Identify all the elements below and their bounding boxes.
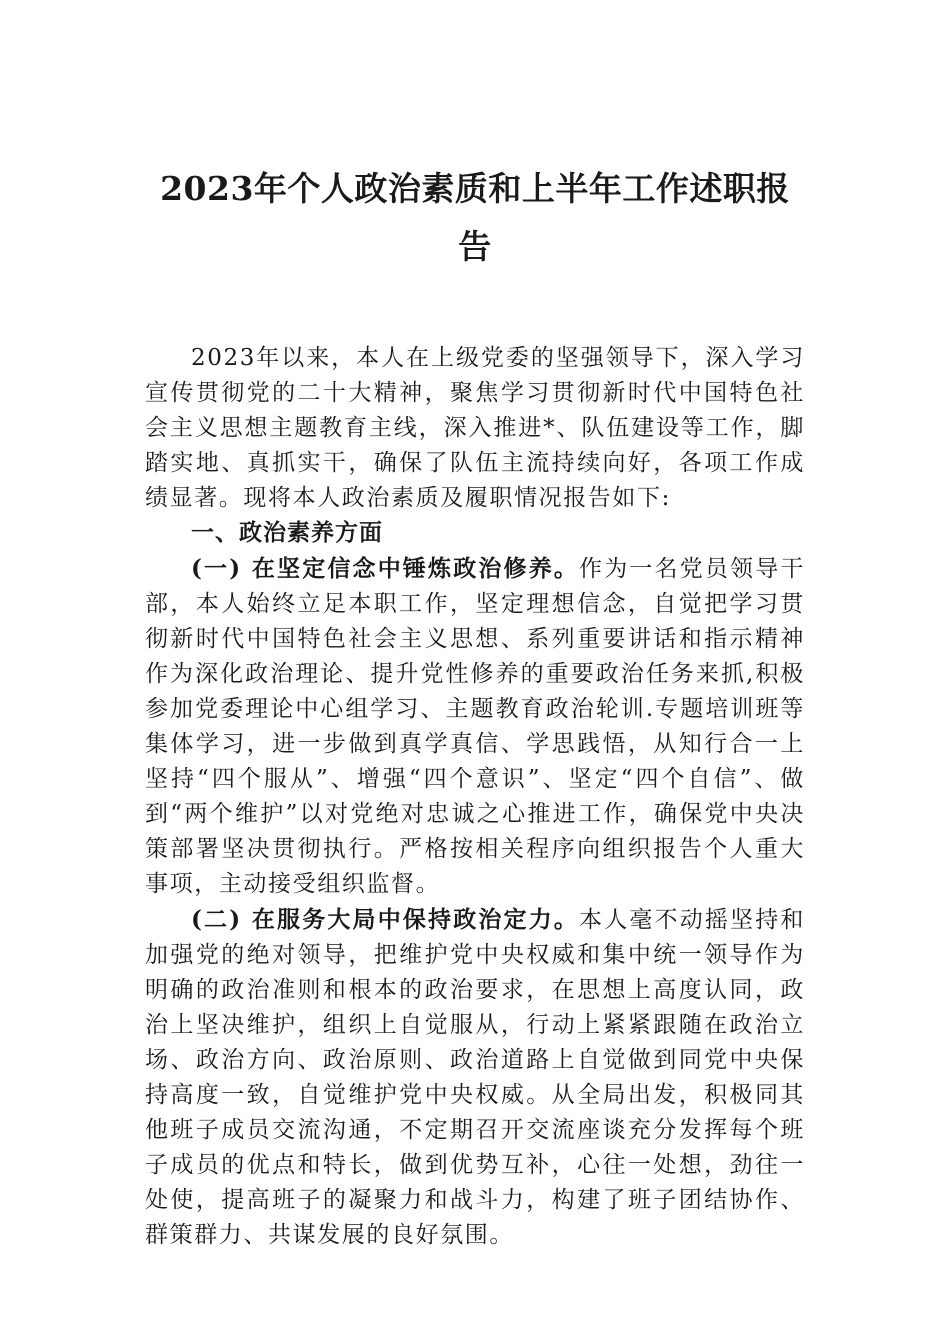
paragraph-heading-firm-belief: (一) 在坚定信念中锤炼政治修养。 <box>191 555 580 582</box>
paragraph-firm-belief <box>145 551 805 902</box>
paragraph-body-political-stability: 本人毫不动摇坚持和加强党的绝对领导，把维护党中央权威和集中统一领导作为明确的政治准则和根本的政治要求，在思想上高度认同，政治上坚决维护，组织上自觉服从，行动上紧紧跟随在政治立场、政治方向、政治原则、政治道路上自觉做到同党中央保持高度一致，自觉维护党中央权威。从全局出发，积极同其他班子成员交流沟通，不定期召开交流座谈充分发挥每个班子成员的优点和特长，做到优势互补，心往一处想，劲往一处使，提高班子的凝聚力和战斗力，构建了班子团结协作、群策群力、共谋发展的良好氛围。 <box>145 907 805 1248</box>
title-line-2: 告 <box>458 227 492 266</box>
document-page <box>145 0 805 1253</box>
document-title <box>145 0 805 276</box>
title-line-1: 2023年个人政治素质和上半年工作述职报 <box>160 169 790 208</box>
section-heading-political-quality: 一、政治素养方面 <box>191 520 383 546</box>
document-body <box>145 341 805 1253</box>
paragraph-heading-political-stability: (二) 在服务大局中保持政治定力。 <box>191 906 580 933</box>
intro-paragraph: 2023年以来，本人在上级党委的坚强领导下，深入学习宣传贯彻党的二十大精神，聚焦学习贯彻新时代中国特色社会主义思想主题教育主线，深入推进*、队伍建设等工作，脚踏实地、真抓实干，确保了队伍主流持续向好，各项工作成绩显著。现将本人政治素质及履职情况报告如下: <box>145 345 805 511</box>
paragraph-body-firm-belief: 作为一名党员领导干部，本人始终立足本职工作，坚定理想信念，自觉把学习贯彻新时代中国特色社会主义思想、系列重要讲话和指示精神作为深化政治理论、提升党性修养的重要政治任务来抓,积极参加党委理论中心组学习、主题教育政治轮训.专题培训班等集体学习，进一步做到真学真信、学思践悟，从知行合一上坚持“四个服从”、增强“四个意识”、坚定“四个自信”、做到“两个维护”以对党绝对忠诚之心推进工作，确保党中央决策部署坚决贯彻执行。严格按相关程序向组织报告个人重大事项，主动接受组织监督。 <box>145 556 805 897</box>
paragraph-political-stability <box>145 902 805 1253</box>
